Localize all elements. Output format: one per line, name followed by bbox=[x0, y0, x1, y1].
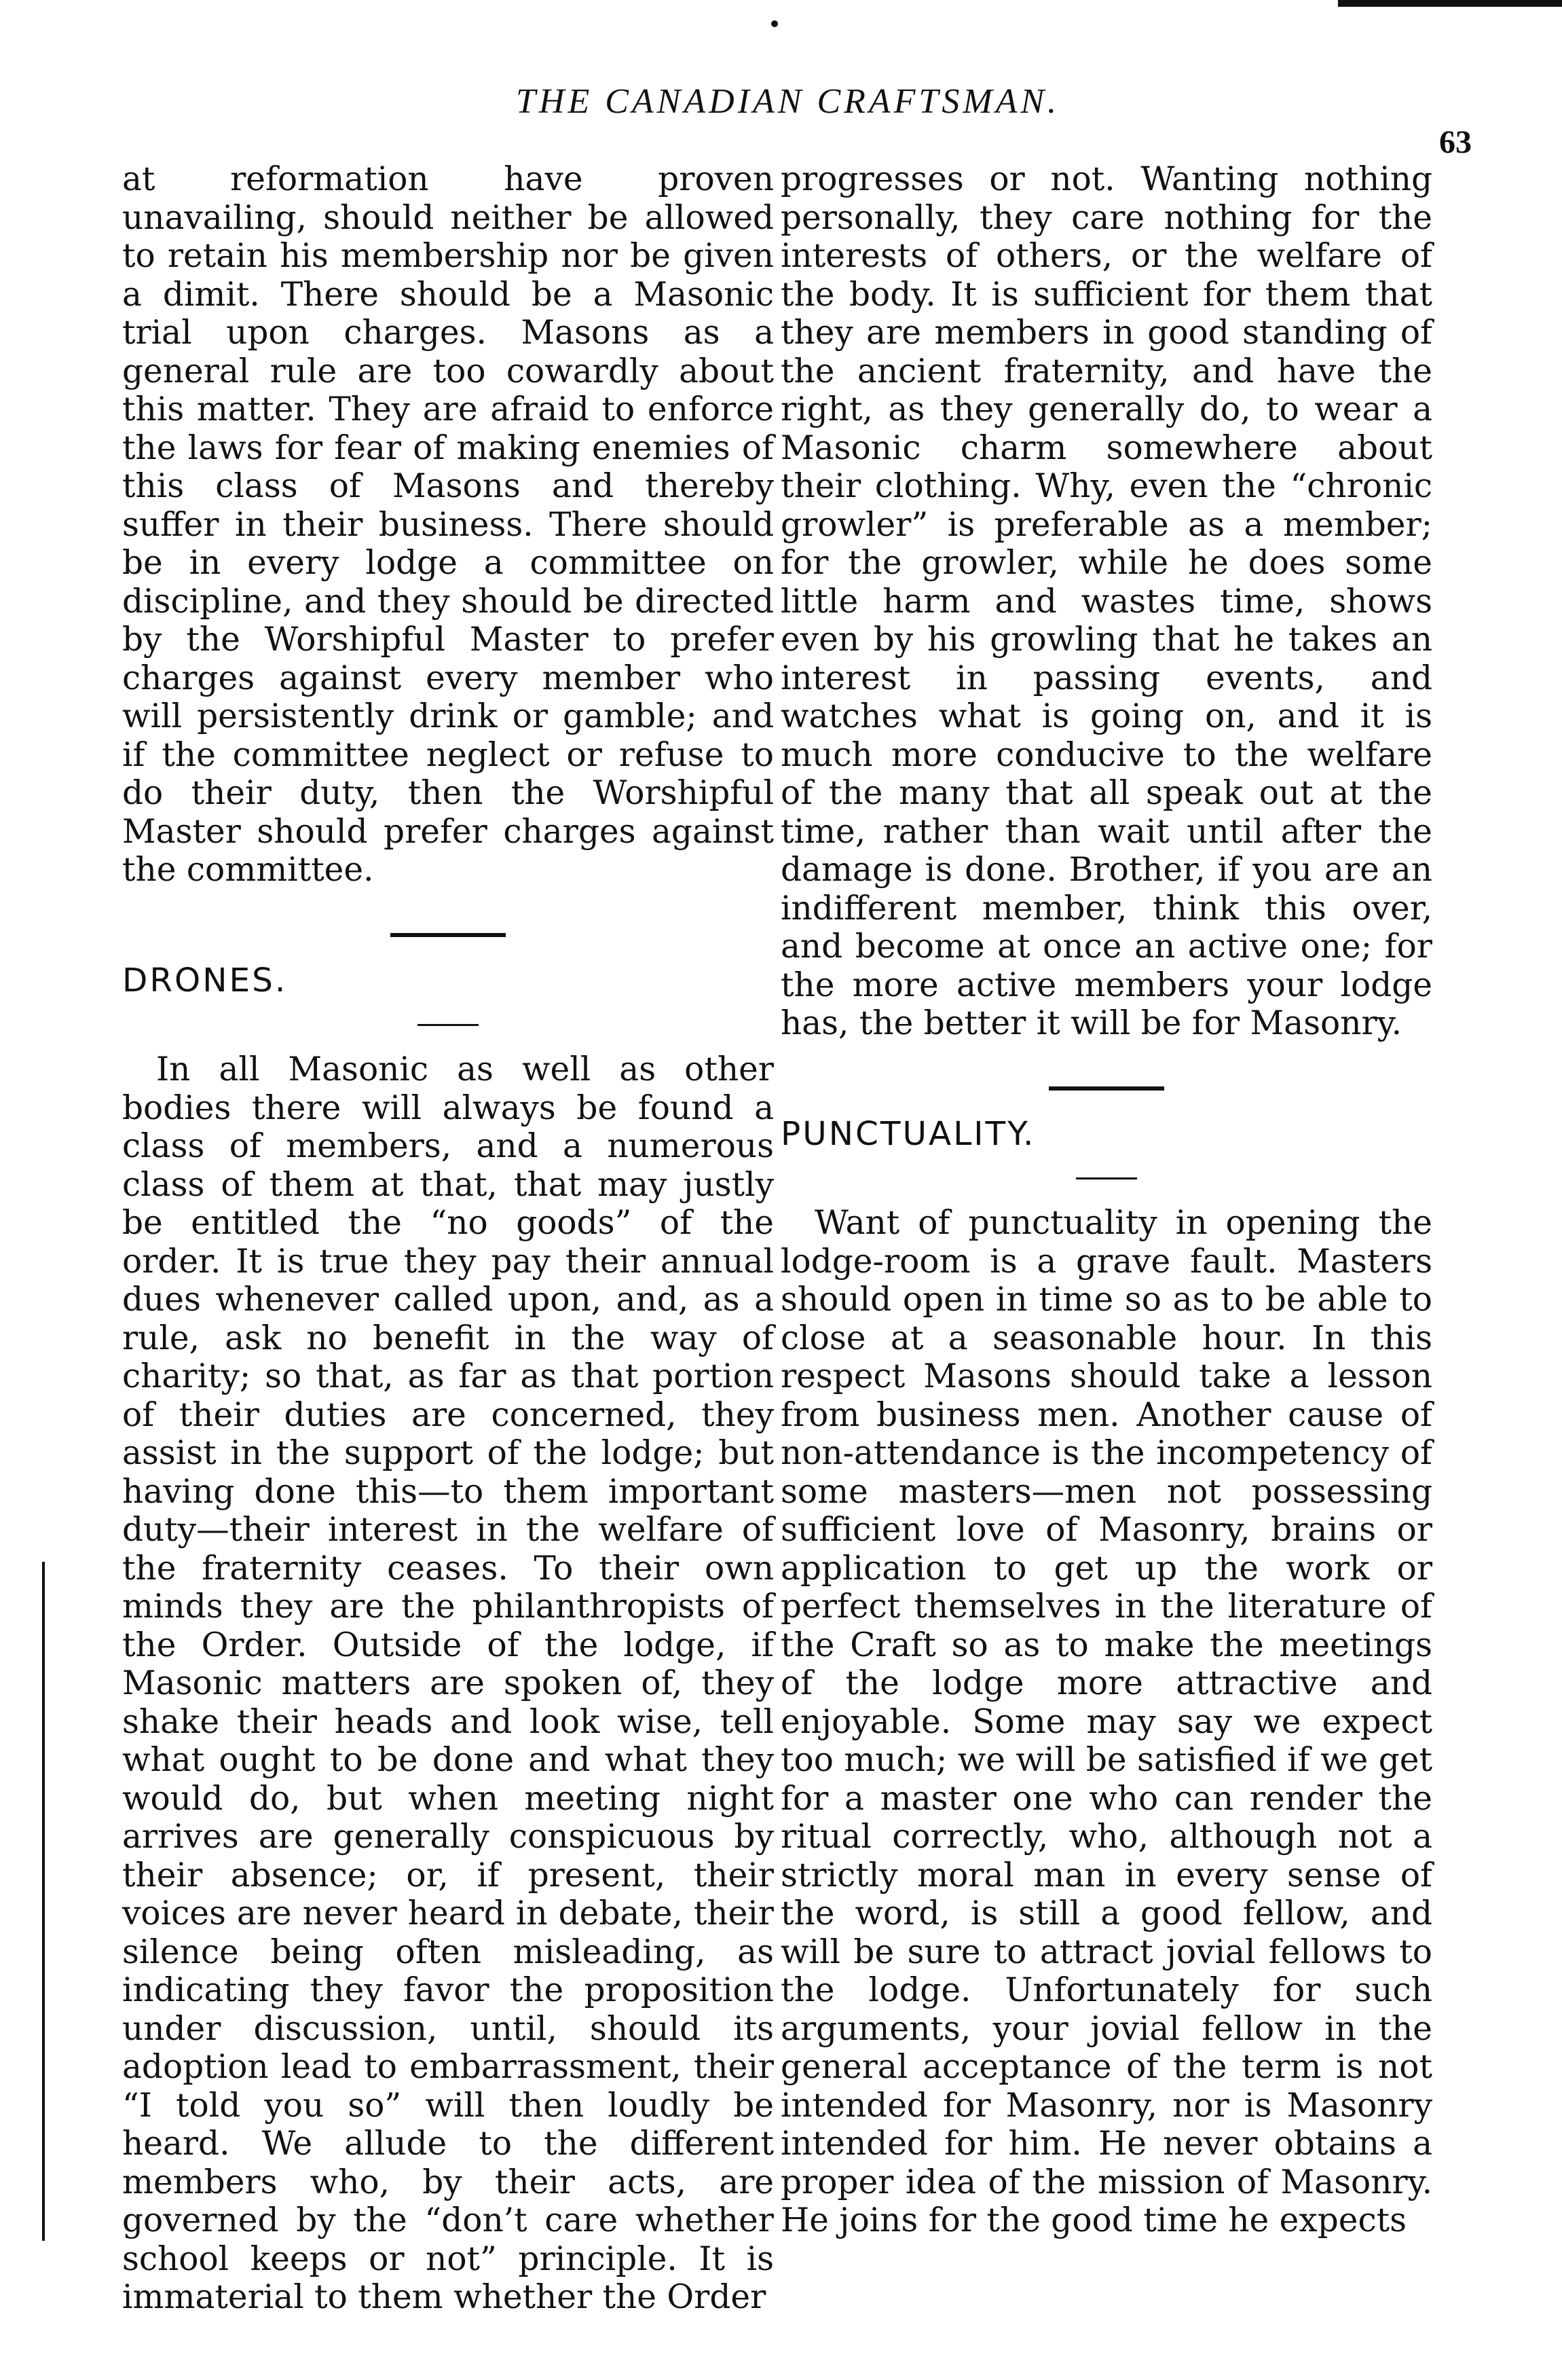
left-column bbox=[122, 160, 774, 2317]
margin-mark bbox=[42, 1562, 45, 2241]
punctuality-article-paragraph: Want of punctuality in opening the lodge-room is a grave fault. Masters should open in time so as to be able to close at a seasonable hour. In this respect Masons should take a lesson from business men. Another cause of non-attendance is the incompetency of some masters—men not possessing sufficient love of Masonry, brains or application to get up the work or perfect themselves in the literature of the Craft so as to make the meetings of the lodge more attractive and enjoyable. Some may say we expect too much; we will be satisfied if we get for a master one who can render the ritual correctly, who, although not a strictly moral man in every sense of the word, is still a good fellow, and will be sure to attract jovial fellows to the lodge. Unfortunately for such arguments, your jovial fellow in the general acceptance of the term is not intended for Masonry, nor is Masonry intended for him. He never obtains a proper idea of the mission of Masonry. He joins for the good time he expects bbox=[781, 1204, 1432, 2239]
top-edge-rule bbox=[1338, 0, 1562, 7]
section-heading-punctuality: PUNCTUALITY. bbox=[781, 1114, 1036, 1153]
page-number: 63 bbox=[1439, 124, 1472, 160]
print-speck bbox=[771, 20, 778, 27]
right-continuation-paragraph: progresses or not. Wanting nothing personally, they care nothing for the interests of others, or the welfare of the body. It is sufficient for them that they are members in good standing of the ancient fraternity, and have the right, as they generally do, to wear a Masonic charm somewhere about their clothing. Why, even the “chronic growler” is preferable as a member; for the growler, while he does some little harm and wastes time, shows even by his growling that he takes an interest in passing events, and watches what is going on, and it is much more conducive to the welfare of the many that all speak out at the time, rather than wait until after the damage is done. Brother, if you are an indifferent member, think this over, and become at once an active one; for the more active members your lodge has, the better it will be for Masonry. bbox=[781, 160, 1432, 1042]
left-continuation-paragraph: at reformation have proven unavailing, should neither be allowed to retain his membership nor be given a dimit. There should be a Masonic trial upon charges. Masons as a general rule are too cowardly about this matter. They are afraid to enforce the laws for fear of making enemies of this class of Masons and thereby suffer in their business. There should be in every lodge a committee on discipline, and they should be directed by the Worshipful Master to prefer charges against every member who will persistently drink or gamble; and if the committee neglect or refuse to do their duty, then the Worshipful Master should prefer charges against the committee. bbox=[122, 160, 774, 889]
drones-article-paragraph: In all Masonic as well as other bodies there will always be found a class of members, and a numerous class of them at that, that may justly be entitled the “no goods” of the order. It is true they pay their annual dues whenever called upon, and, as a rule, ask no benefit in the way of charity; so that, as far as that portion of their duties are concerned, they assist in the support of the lodge; but having done this—to them important duty—their interest in the welfare of the fraternity ceases. To their own minds they are the philanthropists of the Order. Outside of the lodge, if Masonic matters are spoken of, they shake their heads and look wise, tell what ought to be done and what they would do, but when meeting night arrives are generally conspicuous by their absence; or, if present, their voices are never heard in debate, their silence being often misleading, as indicating they favor the proposition under discussion, until, should its adoption lead to embarrassment, their “I told you so” will then loudly be heard. We allude to the different members who, by their acts, are governed by the “don’t care whether school keeps or not” principle. It is immaterial to them whether the Order bbox=[122, 1050, 774, 2316]
running-title: THE CANADIAN CRAFTSMAN. bbox=[516, 82, 1060, 121]
section-heading-drones: DRONES. bbox=[122, 961, 288, 1000]
right-column bbox=[781, 160, 1432, 2240]
